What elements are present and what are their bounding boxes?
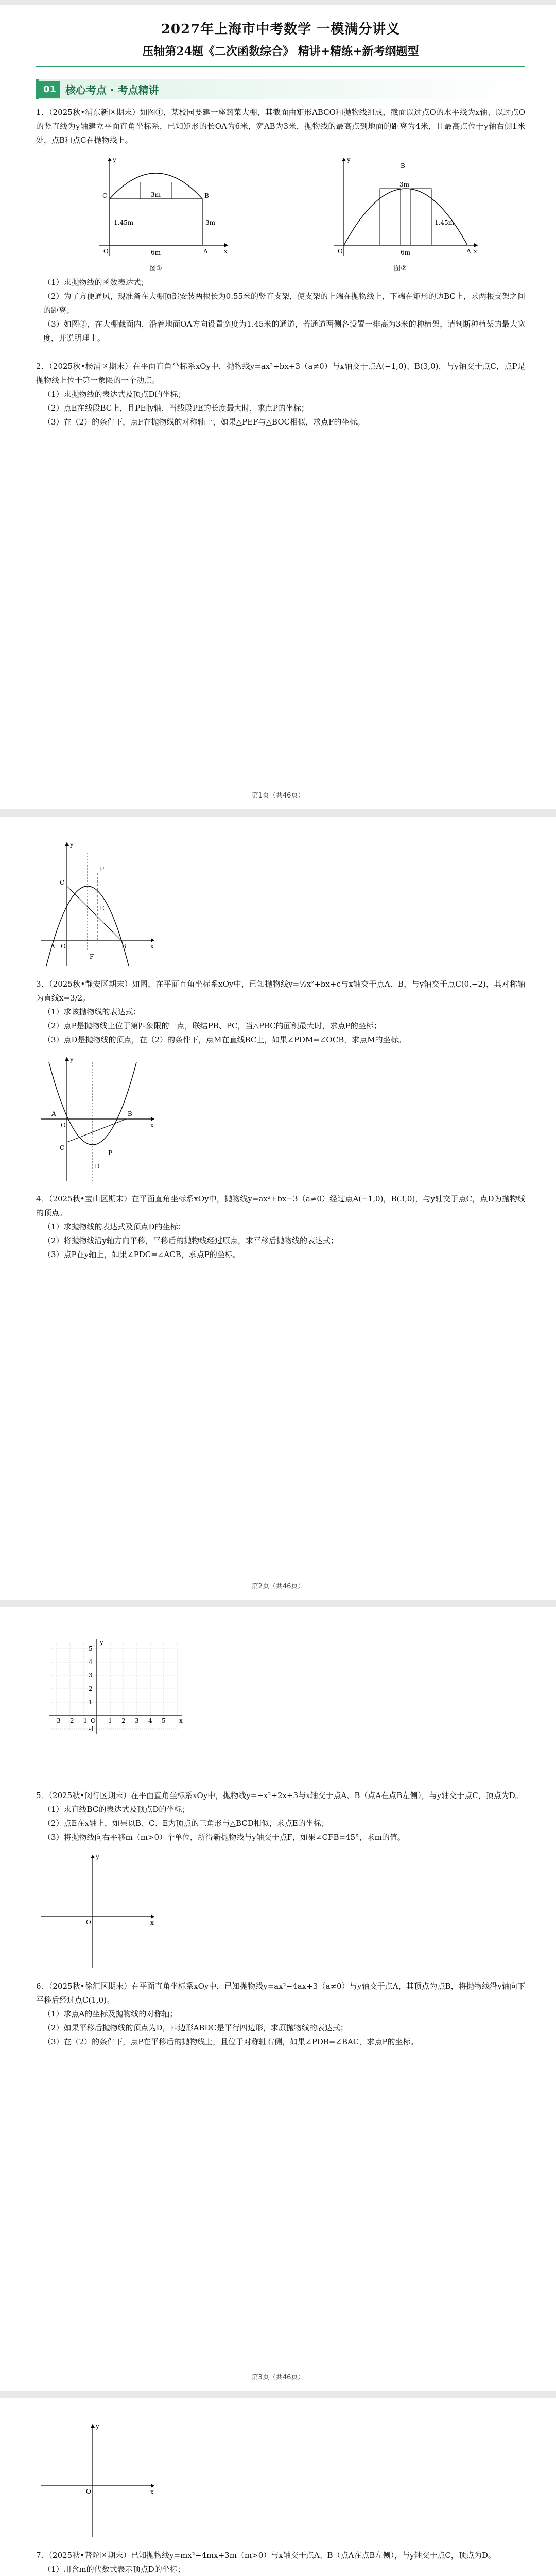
section-title: 核心考点 · 考点精讲 bbox=[65, 83, 159, 96]
question-1-part-1: （1）求抛物线的函数表达式； bbox=[43, 278, 149, 287]
q2-b-label: B bbox=[121, 943, 126, 950]
axes-origin-label: O bbox=[86, 1919, 91, 1926]
q3-x-label: x bbox=[150, 1122, 154, 1129]
document-subtitle: 压轴第24题《二次函数综合》 精讲+精练+新考纲题型 bbox=[142, 45, 419, 58]
question-2-stem: 2．（2025秋•杨浦区期末）在平面直角坐标系xOy中，抛物线y=ax²+bx+3（a≠0）与x轴交于点A(−1,0)、B(3,0)，与y轴交于点C，点P是抛物线上位于第一象限的一个动点。 bbox=[36, 362, 525, 385]
question-4 bbox=[36, 1192, 525, 1262]
grid-origin-label: O bbox=[91, 1717, 96, 1724]
question-6-stem: 6．（2025秋•徐汇区期末）在平面直角坐标系xOy中，已知抛物线y=ax²−4ax+3（a≠0）与y轴交于点A，其顶点为点B，将抛物线沿y轴向下平移后经过点C(1,0)。 bbox=[36, 1981, 525, 2005]
fig2-b-label: B bbox=[400, 162, 405, 170]
q3-c-label: C bbox=[60, 1144, 65, 1151]
axes-origin-label: O bbox=[86, 2488, 91, 2495]
question-3-part-2: （2）点P是抛物线上位于第四象限的一点，联结PB、PC，当△PBC的面积最大时，求点P的坐标； bbox=[43, 1021, 381, 1030]
x-tick-label: 1 bbox=[108, 1717, 112, 1724]
page-3-footer: 第3页（共46页） bbox=[251, 2374, 305, 2381]
x-tick-label: -1 bbox=[81, 1717, 88, 1724]
question-5-part-3: （3）将抛物线向右平移m（m>0）个单位，所得新抛物线与y轴交于点F，如果∠CFB=45°，求m的值。 bbox=[43, 1833, 405, 1842]
fig2-height-label: 1.45m bbox=[434, 219, 454, 226]
q2-p-label: P bbox=[100, 866, 105, 873]
title-rule bbox=[36, 66, 525, 67]
question-5-part-1: （1）求直线BC的表达式及顶点D的坐标； bbox=[43, 1805, 190, 1814]
grid-figure-1 bbox=[36, 1628, 525, 1783]
q3-p-label: P bbox=[108, 1149, 113, 1157]
page-2 bbox=[0, 817, 556, 1600]
question-3-figure bbox=[36, 1052, 525, 1186]
q3-y-label: y bbox=[70, 1056, 74, 1063]
question-3 bbox=[36, 977, 525, 1047]
q2-o-label: O bbox=[61, 943, 66, 950]
question-4-stem: 4．（2025秋•宝山区期末）在平面直角坐标系xOy中，抛物线y=ax²+bx−3（a≠0）经过点A(−1,0)，B(3,0)，与y轴交于点C，点D为抛物线的顶点。 bbox=[36, 1194, 525, 1217]
q2-x-label: x bbox=[150, 943, 154, 950]
question-7 bbox=[36, 2549, 525, 2576]
page-1-footer: 第1页（共46页） bbox=[251, 792, 305, 800]
fig1-c-label: C bbox=[102, 192, 107, 199]
question-3-diagram bbox=[36, 1052, 160, 1186]
figure-2 bbox=[318, 152, 483, 276]
question-1-part-3: （3）如图②，在大棚截面内，沿着地面OA方向设置宽度为1.45米的通道，若通道两侧各设置一排高为3米的种植架，请判断种植架的最大宽度，并说明理由。 bbox=[43, 319, 525, 343]
axes-y-label: y bbox=[96, 2422, 99, 2430]
y-tick-label: 1 bbox=[89, 1699, 93, 1706]
y-tick-label: 2 bbox=[89, 1685, 93, 1692]
x-axis-arrow bbox=[151, 2484, 154, 2488]
y-tick-label: -1 bbox=[89, 1725, 95, 1733]
question-2-figure bbox=[36, 837, 525, 971]
question-5 bbox=[36, 1789, 525, 1844]
question-3-part-3: （3）点D是抛物线的顶点，在（2）的条件下，点M在直线BC上，如果∠PDM=∠OCB，求点M的坐标。 bbox=[43, 1035, 406, 1044]
figure-1-caption: 图① bbox=[149, 265, 162, 273]
y-tick-label: 4 bbox=[89, 1658, 93, 1666]
x-tick-label: 4 bbox=[148, 1717, 152, 1724]
question-3-stem: 3．（2025秋•静安区期末）如图，在平面直角坐标系xOy中，已知抛物线y=½x²+bx+c与x轴交于点A、B，与y轴交于点C(0,−2)，其对称轴为直线x=3/2。 bbox=[36, 979, 525, 1003]
q2-y-label: y bbox=[70, 841, 74, 848]
figure-1 bbox=[79, 152, 233, 276]
fig2-o-label: O bbox=[337, 248, 343, 255]
grid-y-label: y bbox=[100, 1639, 103, 1646]
q2-c-label: C bbox=[60, 879, 65, 886]
fig2-gap-label: 3m bbox=[399, 181, 409, 188]
q3-o-label: O bbox=[61, 1122, 66, 1129]
question-2 bbox=[36, 360, 525, 429]
fig2-y-label: y bbox=[346, 156, 351, 163]
axes-x-label: x bbox=[150, 2488, 154, 2496]
x-tick-label: -2 bbox=[68, 1717, 74, 1724]
question-4-part-3: （3）点P在y轴上，如果∠PDC=∠ACB，求点P的坐标。 bbox=[43, 1250, 240, 1259]
question-2-part-1: （1）求抛物线的表达式及顶点D的坐标； bbox=[43, 389, 186, 399]
axes-y-label: y bbox=[96, 1853, 99, 1860]
y-tick-label: 5 bbox=[89, 1645, 93, 1652]
figure-2-diagram bbox=[318, 152, 483, 261]
figure-2-caption: 图② bbox=[394, 265, 407, 273]
q2-f-label: F bbox=[90, 953, 94, 960]
x-tick-label: 3 bbox=[135, 1717, 139, 1724]
question-3-part-1: （1）求该抛物线的表达式； bbox=[43, 1007, 141, 1016]
blank-axes-q5 bbox=[36, 1850, 160, 1973]
fig2-a-label: A bbox=[466, 248, 471, 255]
page-4 bbox=[0, 2398, 556, 2576]
page-3 bbox=[0, 1607, 556, 2391]
fig1-o-label: O bbox=[103, 248, 109, 255]
question-2-part-3: （3）在（2）的条件下，点F在抛物线的对称轴上，如果△PEF与△BOC相似，求点F的坐标。 bbox=[43, 417, 365, 427]
y-axis-arrow bbox=[91, 1855, 95, 1858]
q2-e-label: E bbox=[100, 905, 105, 912]
fig2-x-label: x bbox=[473, 248, 477, 255]
question-1 bbox=[36, 106, 525, 345]
question-2-diagram bbox=[36, 837, 160, 971]
axes-figure-6 bbox=[36, 2419, 525, 2543]
x-axis-arrow bbox=[151, 1914, 154, 1919]
page-1 bbox=[0, 5, 556, 809]
question-1-stem: 1．（2025秋•浦东新区期末）如图①，某校园要建一座蔬菜大棚，其截面由矩形ABCO和抛物线组成，截面以过点O的水平线为x轴、以过点O的竖直线为y轴建立平面直角坐标系，已知矩形的长OA为6米，宽AB为3米，抛物线的最高点到地面的距离为4米，且最高点位于y轴右侧1米处，点B和点C在抛物线上。 bbox=[36, 108, 525, 145]
fig1-gap-label: 3m bbox=[150, 191, 161, 198]
question-6-part-2: （2）如果平移后抛物线的顶点为D，四边形ABDC是平行四边形，求原抛物线的表达式； bbox=[43, 2023, 348, 2032]
axes-x-label: x bbox=[150, 1919, 154, 1926]
coordinate-grid-1 bbox=[36, 1628, 183, 1783]
x-tick-label: 5 bbox=[162, 1717, 166, 1724]
fig1-x-label: x bbox=[223, 248, 228, 255]
fig2-width-label: 6m bbox=[400, 249, 410, 256]
y-tick-label: 3 bbox=[89, 1672, 93, 1679]
question-5-stem: 5．（2025秋•闵行区期末）在平面直角坐标系xOy中，抛物线y=−x²+2x+3与x轴交于点A、B（点A在点B左侧），与y轴交于点C，顶点为D。 bbox=[36, 1791, 523, 1800]
section-header bbox=[36, 79, 525, 99]
x-tick-label: -3 bbox=[55, 1717, 61, 1724]
grid-x-label: x bbox=[179, 1717, 183, 1724]
q2-a-label: A bbox=[50, 943, 55, 950]
question-6-part-3: （3）在（2）的条件下，点P在平移后的抛物线上，且位于对称轴右侧，如果∠PDB=∠BAC，求点P的坐标。 bbox=[43, 2037, 419, 2046]
fig1-a-label: A bbox=[203, 248, 208, 255]
question-7-part-1: （1）用含m的代数式表示顶点D的坐标； bbox=[43, 2565, 185, 2574]
question-4-part-2: （2）将抛物线沿y轴方向平移，平移后的抛物线经过原点，求平移后抛物线的表达式； bbox=[43, 1236, 339, 1245]
question-1-part-2: （2）为了方便通风，现准备在大棚顶部安装两根长为0.55米的竖直支架，使支架的上端在抛物线上，下端在矩形的边BC上，求两根支架之间的距离； bbox=[43, 292, 525, 315]
question-6-part-1: （1）求点A的坐标及抛物线的对称轴； bbox=[43, 2009, 178, 2019]
section-badge: 01 bbox=[39, 81, 60, 98]
question-1-figures bbox=[36, 152, 525, 276]
q3-a-label: A bbox=[51, 1110, 56, 1117]
question-5-part-2: （2）点E在x轴上，如果以B、C、E为顶点的三角形与△BCD相似，求点E的坐标； bbox=[43, 1819, 329, 1828]
question-7-stem: 7．（2025秋•普陀区期末）已知抛物线y=mx²−4mx+3m（m>0）与x轴交于点A、B（点A在点B左侧），与y轴交于点C，顶点为D。 bbox=[36, 2551, 496, 2560]
page-2-footer: 第2页（共46页） bbox=[251, 1583, 305, 1590]
document-title: 2027年上海市中考数学 一模满分讲义 bbox=[161, 22, 401, 37]
question-2-part-2: （2）点E在线段BC上，且PE∥y轴，当线段PE的长度最大时，求点P的坐标； bbox=[43, 403, 309, 413]
fig1-b-label: B bbox=[204, 192, 209, 199]
x-tick-label: 2 bbox=[121, 1717, 126, 1724]
fig1-y-label: y bbox=[112, 156, 116, 163]
q3-b-label: B bbox=[128, 1110, 132, 1117]
blank-axes-q6 bbox=[36, 2419, 160, 2543]
fig1-height-label: 3m bbox=[205, 219, 215, 226]
axes-figure-5 bbox=[36, 1850, 525, 1973]
question-4-part-1: （1）求抛物线的表达式及顶点D的坐标； bbox=[43, 1222, 186, 1231]
fig1-width-label: 6m bbox=[150, 249, 161, 256]
question-6 bbox=[36, 1979, 525, 2049]
q3-d-label: D bbox=[95, 1163, 100, 1170]
y-axis-arrow bbox=[91, 2424, 95, 2428]
fig1-path-label: 1.45m bbox=[113, 219, 133, 226]
figure-1-diagram bbox=[79, 152, 233, 261]
